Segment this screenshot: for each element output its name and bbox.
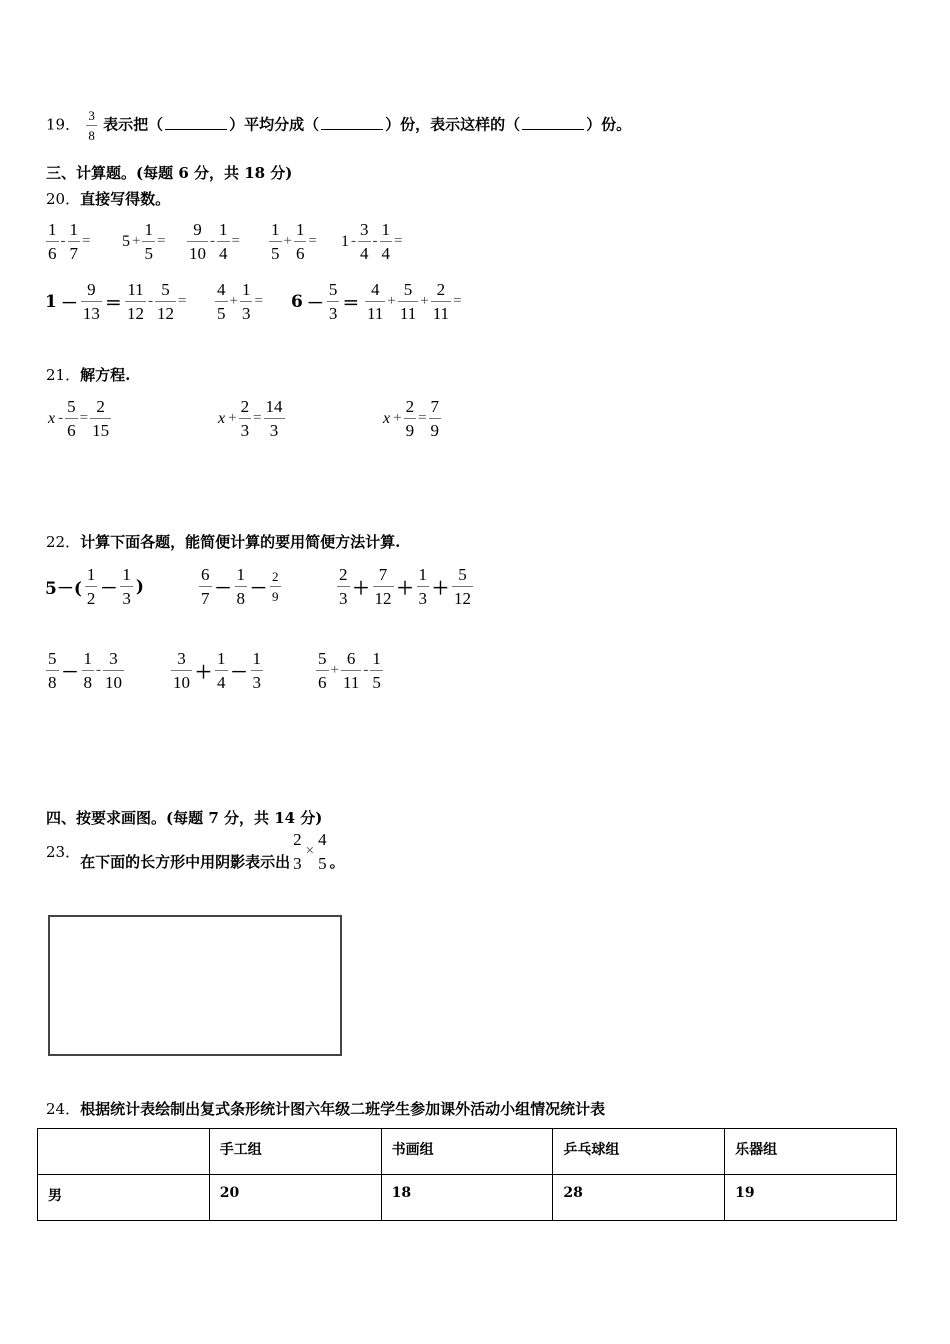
expression: $\frac{1}{5}$ + $\frac{1}{6}$ = <box>271 220 317 263</box>
table-cell: 手工组 <box>209 1129 381 1175</box>
question-text: ）份。 <box>586 115 632 134</box>
question-number: 19． <box>46 115 81 134</box>
expression: $\frac{11}{12}$ - $\frac{5}{12}$ = <box>127 280 187 323</box>
table-cell: 19 <box>725 1175 897 1221</box>
question-number: 22． <box>46 533 81 551</box>
question-text: 表示把（ <box>103 115 164 134</box>
question-24 <box>46 1098 605 1119</box>
expression: $\frac{5}{6}$ + $\frac{6}{11}$ - $\frac{1}{5}$ <box>318 649 381 692</box>
expression: $\frac{1}{6}$ - $\frac{1}{7}$ = <box>48 220 91 263</box>
question-23: 23． 在下面的长方形中用阴影表示出 $\frac{2}{3}$ × $\frac{4}{5}$ 。 <box>46 830 345 873</box>
expression: $\frac{3}{10}$ ＋ $\frac{1}{4}$ － $\frac{1}{3}$ <box>173 649 261 692</box>
answer-blank[interactable] <box>522 115 584 130</box>
question-number: 21． <box>46 366 81 384</box>
question-text: 计算下面各题，能简便计算的要用简便方法计算. <box>80 533 401 551</box>
table-header-row <box>38 1129 897 1175</box>
question-text: 根据统计表绘制出复式条形统计图六年级二班学生参加课外活动小组情况统计表 <box>80 1100 606 1118</box>
question-text: ）份，表示这样的（ <box>385 115 521 134</box>
table-cell: 乒乓球组 <box>553 1129 725 1175</box>
table-cell: 男 <box>38 1175 210 1221</box>
expression: 1 － $\frac{9}{13}$ ＝ <box>45 280 122 323</box>
table-row <box>38 1175 897 1221</box>
expression: $\frac{2}{3}$ ＋ $\frac{7}{12}$ ＋ $\frac{1}{3}$ ＋ $\frac{5}{12}$ <box>339 565 471 608</box>
section-title: 三、计算题。(每题 6 分，共 18 分) <box>46 164 293 182</box>
question-text: ）平均分成（ <box>229 115 320 134</box>
section-title: 四、按要求画图。(每题 7 分，共 14 分) <box>46 809 323 827</box>
equation: x + $\frac{2}{9}$ = $\frac{7}{9}$ <box>383 397 440 440</box>
table-cell: 18 <box>381 1175 553 1221</box>
expression: $\frac{4}{5}$ + $\frac{1}{3}$ = <box>217 280 263 323</box>
table-cell <box>38 1129 210 1175</box>
expression: 5 + $\frac{1}{5}$ = <box>122 220 166 263</box>
table-cell: 20 <box>209 1175 381 1221</box>
answer-blank[interactable] <box>165 115 227 130</box>
question-19 <box>46 108 631 143</box>
equation: x + $\frac{2}{3}$ = $\frac{14}{3}$ <box>218 397 283 440</box>
question-number: 23． <box>46 843 81 861</box>
expression: $\frac{4}{11}$ + $\frac{5}{11}$ + $\frac{2}{11}$ = <box>367 280 462 323</box>
table-cell: 书画组 <box>381 1129 553 1175</box>
question-text: 。 <box>329 853 345 871</box>
question-number: 20． <box>46 190 81 208</box>
question-22 <box>46 531 400 552</box>
expression: 5－( $\frac{1}{2}$ － $\frac{1}{3}$ ) <box>45 565 144 608</box>
expression: $\frac{9}{10}$ - $\frac{1}{4}$ = <box>189 220 240 263</box>
equation: x - $\frac{5}{6}$ = $\frac{2}{15}$ <box>48 397 110 440</box>
question-number: 24． <box>46 1100 81 1118</box>
statistics-table <box>37 1128 897 1221</box>
table-cell: 乐器组 <box>725 1129 897 1175</box>
question-20 <box>46 188 170 209</box>
question-text: 在下面的长方形中用阴影表示出 <box>80 853 291 871</box>
question-21 <box>46 364 130 385</box>
expression: 1 - $\frac{3}{4}$ - $\frac{1}{4}$ = <box>341 220 403 263</box>
question-text: 直接写得数。 <box>80 190 171 208</box>
expression: $\frac{6}{7}$ － $\frac{1}{8}$ － $\frac{2}{9}$ <box>201 565 279 608</box>
expression: 6 － $\frac{5}{3}$ ＝ <box>291 280 360 323</box>
question-text: 解方程. <box>80 366 131 384</box>
fraction: $\frac{3}{8}$ <box>88 108 95 143</box>
table-cell: 28 <box>553 1175 725 1221</box>
expression: $\frac{5}{8}$ － $\frac{1}{8}$ - $\frac{3}{10}$ <box>48 649 122 692</box>
drawing-rectangle[interactable] <box>48 915 342 1056</box>
answer-blank[interactable] <box>321 115 383 130</box>
